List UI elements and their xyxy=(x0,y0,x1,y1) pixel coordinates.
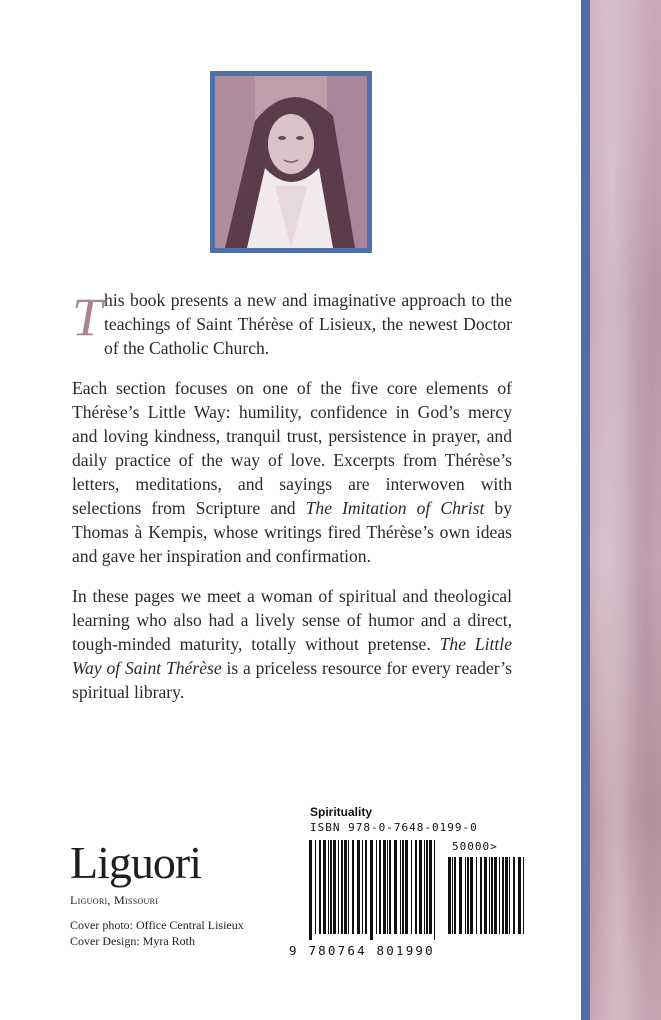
para3-text-1: In these pages we meet a woman of spiritual and theological learning who also had a lively sense of humor and a direct, tough-minded maturity, totally without pretense. xyxy=(72,586,512,654)
barcode-bar xyxy=(362,840,363,934)
para2-title: The Imitation of Christ xyxy=(305,498,485,518)
isbn-text: ISBN 978-0-7648-0199-0 xyxy=(310,821,478,834)
portrait-photo xyxy=(210,71,372,253)
barcode-bar xyxy=(376,840,377,934)
category-label: Spirituality xyxy=(310,805,373,819)
paragraph-3 xyxy=(72,584,512,704)
barcode-bar xyxy=(338,840,339,934)
paragraph-2 xyxy=(72,376,512,568)
para3-text-2: is a priceless resource for every reader’s spiritual library. xyxy=(72,658,512,702)
barcode-bar xyxy=(491,857,493,934)
barcode-bar xyxy=(424,840,425,934)
barcode-bar xyxy=(315,840,316,934)
barcode-bar xyxy=(434,840,435,940)
barcode-bar xyxy=(387,840,388,934)
blue-border-stripe xyxy=(581,0,590,1020)
cover-photo-credit: Cover photo: Office Central Lisieux xyxy=(70,918,244,932)
barcode-bar xyxy=(489,857,490,934)
barcode-bar xyxy=(480,857,482,934)
decorative-marble-strip xyxy=(590,0,661,1020)
description-text xyxy=(72,288,512,720)
barcode-bar xyxy=(352,840,354,934)
barcode-bar xyxy=(452,857,453,934)
barcode-bar xyxy=(323,840,326,934)
barcode-bar xyxy=(476,857,477,934)
barcode-bar xyxy=(499,857,500,934)
price-barcode-icon xyxy=(448,857,524,940)
barcode-bar xyxy=(379,840,381,934)
para2-text-2: by Thomas à Kempis, whose writings fired Thérèse’s own ideas and gave her inspiration and confirmation. xyxy=(72,498,512,566)
intro-paragraph xyxy=(72,288,512,360)
barcode-bar xyxy=(505,857,508,934)
barcode-bar xyxy=(470,857,473,934)
barcode-bar xyxy=(400,840,401,934)
barcode-bar xyxy=(484,857,487,934)
barcode-bar xyxy=(341,840,343,934)
barcode-bar xyxy=(365,840,367,934)
cover-design-credit: Cover Design: Myra Roth xyxy=(70,934,195,948)
barcode-bar xyxy=(509,857,510,934)
publisher-city: Liguori, Missouri xyxy=(70,893,159,907)
drop-cap: T xyxy=(72,287,103,347)
intro-text: his book presents a new and imaginative approach to the teachings of Saint Thérèse of Lisieux, the newest Doctor of the Catholic Church. xyxy=(104,290,512,358)
barcode-bar xyxy=(494,857,497,934)
barcode-bar xyxy=(467,857,469,934)
barcode-bar xyxy=(389,840,391,934)
barcode-bar xyxy=(319,840,321,934)
publisher-logo: Liguori xyxy=(70,837,201,888)
barcode-bar xyxy=(333,840,336,934)
barcode-bar xyxy=(328,840,329,934)
barcode-bar xyxy=(405,840,408,934)
barcode-bar xyxy=(419,840,422,934)
barcode-bar xyxy=(426,840,428,934)
barcode-bar xyxy=(454,857,456,934)
barcode-bar xyxy=(448,857,451,934)
barcode-bar xyxy=(465,857,466,934)
barcode-bar xyxy=(394,840,397,934)
barcode-bar xyxy=(348,840,349,934)
barcode-bar xyxy=(411,840,412,934)
para3-title: The Little Way of Saint Thérèse xyxy=(72,634,513,678)
barcode-bar xyxy=(370,840,373,940)
barcode-number: 9 780764 801990 xyxy=(289,943,435,958)
barcode-bar xyxy=(344,840,347,934)
barcode-bar xyxy=(330,840,332,934)
barcode-bar xyxy=(383,840,386,934)
barcode-bar xyxy=(357,840,360,934)
barcode-bar xyxy=(518,857,521,934)
barcode-bar xyxy=(415,840,417,934)
barcode-bar xyxy=(402,840,404,934)
price-code: 50000> xyxy=(452,840,498,853)
barcode-bar xyxy=(523,857,524,934)
portrait-nun-icon xyxy=(215,76,367,248)
barcode-bar xyxy=(513,857,515,934)
barcode-bar xyxy=(502,857,504,934)
para2-text-1: Each section focuses on one of the five core elements of Thérèse’s Little Way: humility, confidence in God’s mercy and loving kindness, tranquil trust, persistence in prayer, and daily practice of the way of love. Excerpts from Thérèse’s letters, meditations, and sayings are interwoven with selections from Scripture and xyxy=(72,378,512,518)
barcode-bar xyxy=(309,840,312,940)
barcode-bar xyxy=(459,857,462,934)
barcode-bar xyxy=(429,840,432,934)
